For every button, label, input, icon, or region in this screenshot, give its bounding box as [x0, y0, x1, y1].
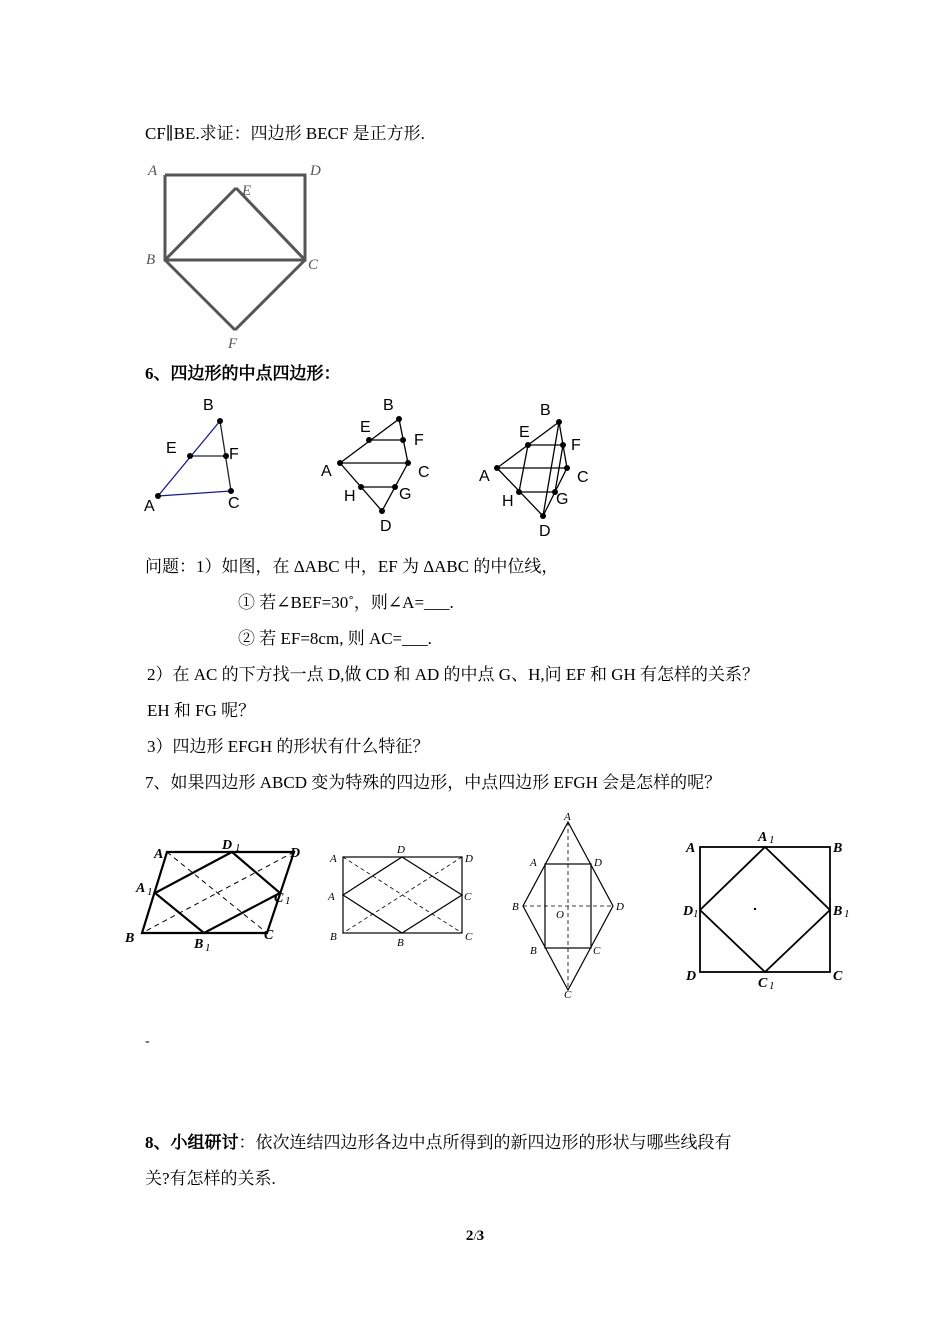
- fig1-label-c: C: [308, 257, 319, 273]
- quad1-label-d: D: [380, 518, 392, 535]
- figure-square-becf: [140, 155, 340, 355]
- r-label-b1: B: [397, 937, 404, 949]
- tri-label-b: B: [203, 397, 214, 414]
- p-label-b: B: [125, 931, 135, 946]
- quad1-label-h: H: [344, 488, 356, 505]
- p-label-a1: A: [136, 881, 146, 896]
- quad1-label-c: C: [418, 464, 430, 481]
- rh-label-a: A: [564, 811, 571, 823]
- quad2-label-c: C: [577, 469, 589, 486]
- quad2-label-f: F: [571, 437, 581, 454]
- rh-label-o: O: [556, 909, 564, 921]
- rh-label-b: B: [512, 901, 519, 913]
- page-current: 2: [465, 1228, 474, 1244]
- quad1-label-a: A: [321, 463, 332, 480]
- quad2-label-g: G: [556, 491, 569, 508]
- tri-label-a: A: [144, 498, 155, 515]
- figure-quad-midpoints-1: [318, 393, 448, 538]
- question-1: 问题：1）如图，在 ΔABC 中，EF 为 ΔABC 的中位线，: [145, 557, 559, 576]
- figure-parallelogram: [122, 832, 312, 952]
- section8-text-a: ：依次连结四边形各边中点所得到的新四边形的形状与哪些线段有: [238, 1133, 732, 1152]
- fig1-label-f: F: [228, 336, 238, 352]
- s-label-a: A: [686, 841, 696, 856]
- r-label-b: B: [330, 931, 337, 943]
- rh-label-a1: A: [530, 857, 537, 869]
- fig1-label-e: E: [242, 183, 252, 199]
- tri-label-e: E: [166, 440, 177, 457]
- s-label-c1: C: [758, 976, 768, 991]
- s-label-c: C: [833, 969, 843, 984]
- quad2-label-a: A: [479, 468, 490, 485]
- p-sub-d1: 1: [235, 842, 241, 854]
- s-label-d: D: [686, 969, 697, 984]
- r-label-d1: D: [397, 844, 405, 856]
- p-label-a: A: [154, 847, 164, 862]
- r-label-d: D: [465, 853, 473, 865]
- s-label-a1: A: [758, 830, 768, 845]
- fig1-label-d: D: [310, 163, 321, 179]
- quad1-label-b: B: [383, 397, 394, 414]
- figure-square: [680, 825, 855, 995]
- s-label-b1: B: [833, 904, 843, 919]
- quad2-label-e: E: [519, 424, 530, 441]
- question-2b: EH 和 FG 呢？: [147, 701, 256, 720]
- intro-line: CF∥BE.求证：四边形 BECF 是正方形.: [145, 124, 425, 143]
- s-sub-d1: 1: [693, 908, 699, 920]
- quad1-label-e: E: [360, 419, 371, 436]
- rh-label-b1: B: [530, 945, 537, 957]
- p-label-d1: D: [222, 838, 233, 853]
- p-sub-b1: 1: [205, 942, 211, 954]
- p-label-c1: C: [274, 891, 284, 906]
- rh-label-c1: C: [593, 945, 601, 957]
- section8-title: 8、小组研讨: [145, 1133, 239, 1152]
- figure-triangle-midline: [140, 393, 260, 518]
- p-label-d: D: [290, 846, 301, 861]
- figure-rectangle: [326, 840, 476, 952]
- tri-label-f: F: [229, 446, 239, 463]
- question-1b: ② 若 EF=8cm, 则 AC=___.: [238, 629, 432, 648]
- quad2-label-d: D: [539, 523, 551, 540]
- p-label-b1: B: [194, 937, 204, 952]
- question-1a: ① 若∠BEF=30˚，则∠A=___.: [238, 593, 454, 612]
- quad2-label-b: B: [540, 402, 551, 419]
- page-total: 3: [476, 1228, 485, 1244]
- r-label-c1: C: [464, 891, 472, 903]
- s-sub-a1: 1: [769, 834, 775, 846]
- quad1-label-g: G: [399, 486, 412, 503]
- tri-label-c: C: [228, 495, 240, 512]
- quad2-label-h: H: [502, 493, 514, 510]
- question-3: 3）四边形 EFGH 的形状有什么特征？: [147, 737, 430, 756]
- r-label-c: C: [465, 931, 473, 943]
- section6-title: 6、四边形的中点四边形：: [145, 364, 341, 383]
- rh-label-d1: D: [594, 857, 602, 869]
- p-sub-c1: 1: [285, 895, 291, 907]
- page-sep: /: [473, 1229, 477, 1243]
- section8-line-2: 关?有怎样的关系.: [145, 1169, 276, 1188]
- fig1-label-a: A: [148, 163, 158, 179]
- dash-mark: -: [145, 1034, 150, 1049]
- section8-line-1: [145, 1131, 732, 1155]
- p-sub-a1: 1: [147, 886, 153, 898]
- figure-rhombus: [508, 810, 633, 1000]
- s-sub-b1: 1: [844, 908, 850, 920]
- p-label-c: C: [264, 928, 274, 943]
- page-number: [0, 1228, 950, 1245]
- r-label-a: A: [330, 853, 337, 865]
- rh-label-c: C: [564, 989, 572, 1001]
- r-label-a1: A: [328, 891, 335, 903]
- s-sub-c1: 1: [769, 980, 775, 992]
- quad1-label-f: F: [414, 432, 424, 449]
- figure-quad-midpoints-2: [475, 398, 605, 543]
- rh-label-d: D: [616, 901, 624, 913]
- s-label-d1: D: [683, 904, 694, 919]
- question-2a: 2）在 AC 的下方找一点 D,做 CD 和 AD 的中点 G、H,问 EF 和 GH 有怎样的关系？: [147, 665, 760, 684]
- s-label-b: B: [833, 841, 843, 856]
- section7-title: 7、如果四边形 ABCD 变为特殊的四边形，中点四边形 EFGH 会是怎样的呢？: [145, 773, 722, 792]
- fig1-label-b: B: [146, 252, 156, 268]
